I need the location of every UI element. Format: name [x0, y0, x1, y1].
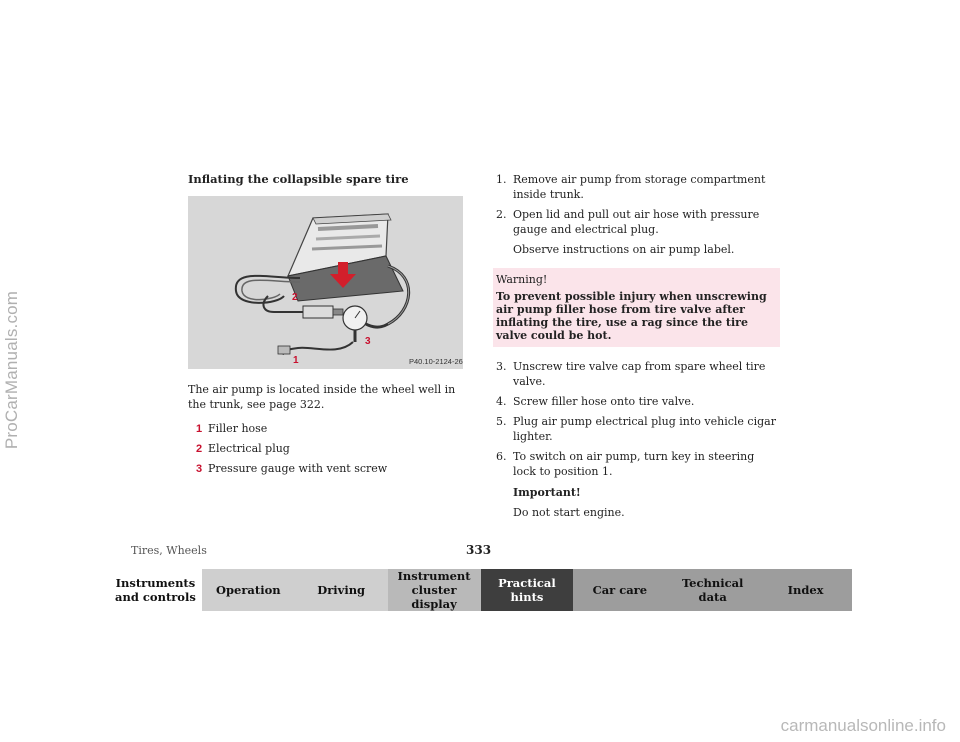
step-item: 2. Open lid and pull out air hose with pressure gauge and electrical plug. Observe instructions on air pump label. — [496, 207, 776, 257]
warning-box — [493, 268, 780, 347]
tab-operation[interactable]: Operation — [202, 569, 295, 611]
important-body: Do not start engine. — [513, 506, 625, 519]
tab-instrument-cluster-display[interactable]: Instrument cluster display — [388, 569, 481, 611]
callout-3: 3 — [365, 336, 371, 347]
tab-driving[interactable]: Driving — [295, 569, 388, 611]
tab-practical-hints[interactable]: Practical hints — [481, 569, 574, 611]
electrical-plug — [303, 306, 333, 318]
figure-code: P40.10-2124-26 — [409, 357, 463, 366]
callout-1: 1 — [293, 355, 299, 366]
air-pump-drawing — [188, 196, 463, 369]
step-item: 5. Plug air pump electrical plug into vehicle cigar lighter. — [496, 415, 776, 443]
tab-car-care[interactable]: Car care — [573, 569, 666, 611]
legend-item: 3 Pressure gauge with vent screw — [196, 462, 388, 475]
step-item: 3. Unscrew tire valve cap from spare wheel tire valve. — [496, 360, 766, 388]
page-number: 333 — [466, 543, 492, 557]
warning-title: Warning! — [496, 273, 548, 286]
section-heading: Inflating the collapsible spare tire — [188, 172, 409, 186]
chapter-nav-bar — [109, 569, 852, 611]
warning-body: To prevent possible injury when unscrewing air pump filler hose from tire valve after inflating the tire, use a rag since the tire valve could be hot. — [496, 290, 767, 342]
tab-technical-data[interactable]: Technical data — [666, 569, 759, 611]
filler-hose-end — [278, 346, 290, 354]
bottom-watermark: carmanualsonline.info — [780, 716, 946, 735]
instruction-steps — [496, 172, 776, 525]
step-note: Observe instructions on air pump label. — [513, 243, 735, 256]
legend-item: 1 Filler hose — [196, 422, 268, 435]
side-watermark: ProCarManuals.com — [2, 290, 21, 450]
tab-instruments-and-controls[interactable]: Instruments and controls — [109, 569, 202, 611]
step-item: 1. Remove air pump from storage compartment inside trunk. — [496, 173, 766, 201]
step-item: 4. Screw filler hose onto tire valve. — [496, 395, 695, 408]
location-paragraph: The air pump is located inside the wheel well in the trunk, see page 322. — [188, 383, 456, 411]
legend-item: 2 Electrical plug — [196, 442, 290, 455]
tab-index[interactable]: Index — [759, 569, 852, 611]
callout-2: 2 — [292, 292, 298, 303]
footer-section-title: Tires, Wheels — [131, 544, 207, 557]
step-item: 6. To switch on air pump, turn key in steering lock to position 1. Important! Do not start engine. — [496, 449, 776, 520]
important-title: Important! — [513, 486, 581, 499]
figure-legend — [196, 421, 387, 481]
air-pump-illustration — [188, 196, 463, 369]
